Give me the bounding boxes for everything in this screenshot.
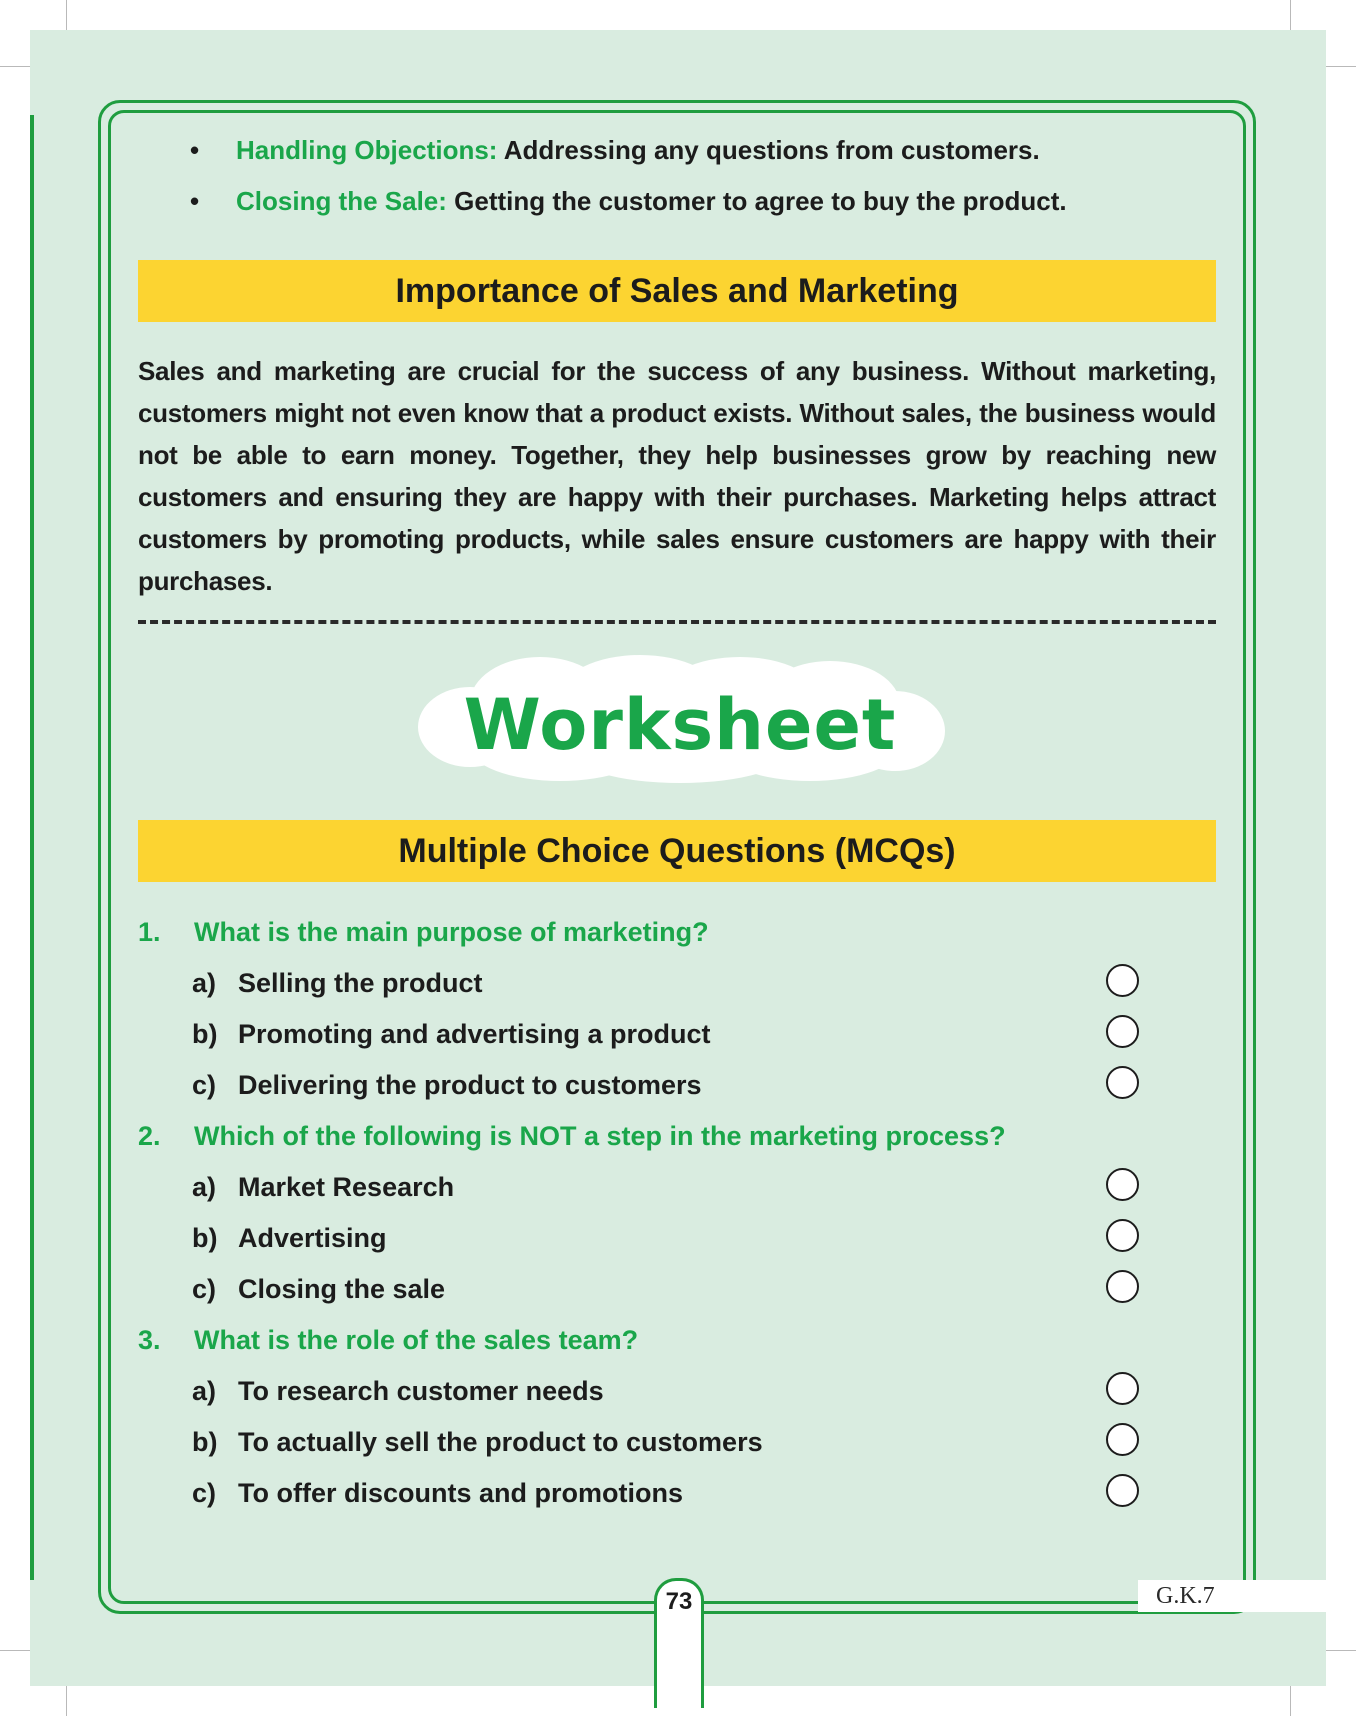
bullet-list (190, 130, 1067, 232)
answer-radio[interactable] (1106, 1372, 1139, 1405)
question-text: Which of the following is NOT a step in the marketing process? (194, 1121, 1006, 1151)
crop-mark (0, 66, 30, 67)
answer-radio[interactable] (1106, 964, 1139, 997)
worksheet-title: Worksheet (463, 684, 897, 766)
answer-radio[interactable] (1106, 1168, 1139, 1201)
crop-mark (1326, 1650, 1356, 1651)
option-text: Closing the sale (238, 1274, 446, 1304)
crop-mark (66, 1686, 67, 1716)
option-text: To offer discounts and promotions (238, 1478, 683, 1508)
bullet-item (190, 130, 1067, 181)
option-row (192, 1065, 1192, 1105)
option-row (192, 1422, 1192, 1462)
bullet-text: Getting the customer to agree to buy the product. (446, 186, 1067, 216)
bullet-dot: • (190, 186, 200, 216)
answer-radio[interactable] (1106, 1015, 1139, 1048)
option-letter: a) (192, 968, 217, 998)
question-text: What is the role of the sales team? (194, 1325, 639, 1355)
bullet-term: Handling Objections: (236, 135, 498, 165)
answer-radio[interactable] (1106, 1474, 1139, 1507)
option-row (192, 1269, 1192, 1309)
mcq-heading: Multiple Choice Questions (MCQs) (138, 820, 1216, 882)
option-row (192, 1014, 1192, 1054)
crop-mark (1326, 66, 1356, 67)
option-text: Promoting and advertising a product (238, 1019, 711, 1049)
option-row (192, 1473, 1192, 1513)
importance-paragraph: Sales and marketing are crucial for the success of any business. Without marketing, customers might not even know that a product exists. Without sales, the business would not be able to earn money. Together, they help businesses grow by reaching new customers and ensuring they are happy with their purchases. Marketing helps attract customers by promoting products, while sales ensure customers are happy with their purchases. (138, 356, 1216, 596)
bullet-item (190, 181, 1067, 232)
option-letter: a) (192, 1172, 217, 1202)
option-row (192, 1371, 1192, 1411)
bullet-text: Addressing any questions from customers. (497, 135, 1040, 165)
book-label: G.K.7 (1138, 1580, 1326, 1612)
page-number: 73 (665, 1588, 693, 1615)
option-text: Delivering the product to customers (238, 1070, 702, 1100)
importance-heading: Importance of Sales and Marketing (138, 260, 1216, 322)
answer-radio[interactable] (1106, 1066, 1139, 1099)
option-letter: b) (192, 1427, 218, 1457)
question-number: 3. (138, 1325, 161, 1355)
option-row (192, 963, 1192, 1003)
crop-mark (1290, 1686, 1291, 1716)
option-letter: a) (192, 1376, 217, 1406)
question-number: 1. (138, 917, 161, 947)
option-letter: c) (192, 1070, 217, 1100)
option-text: To actually sell the product to customers (238, 1427, 763, 1457)
answer-radio[interactable] (1106, 1219, 1139, 1252)
crop-mark (66, 0, 67, 30)
answer-radio[interactable] (1106, 1423, 1139, 1456)
dashed-divider (138, 620, 1216, 624)
crop-mark (0, 1650, 30, 1651)
option-row (192, 1218, 1192, 1258)
answer-radio[interactable] (1106, 1270, 1139, 1303)
option-letter: c) (192, 1274, 217, 1304)
left-edge-stripe (30, 115, 34, 1580)
option-letter: b) (192, 1223, 218, 1253)
question-number: 2. (138, 1121, 161, 1151)
option-letter: b) (192, 1019, 218, 1049)
question-text: What is the main purpose of marketing? (194, 917, 709, 947)
crop-mark (1290, 0, 1291, 30)
option-letter: c) (192, 1478, 217, 1508)
option-text: Market Research (238, 1172, 455, 1202)
option-text: Selling the product (238, 968, 483, 998)
option-text: Advertising (238, 1223, 387, 1253)
option-text: To research customer needs (238, 1376, 604, 1406)
bullet-term: Closing the Sale: (236, 186, 447, 216)
option-row (192, 1167, 1192, 1207)
bullet-dot: • (190, 135, 200, 165)
